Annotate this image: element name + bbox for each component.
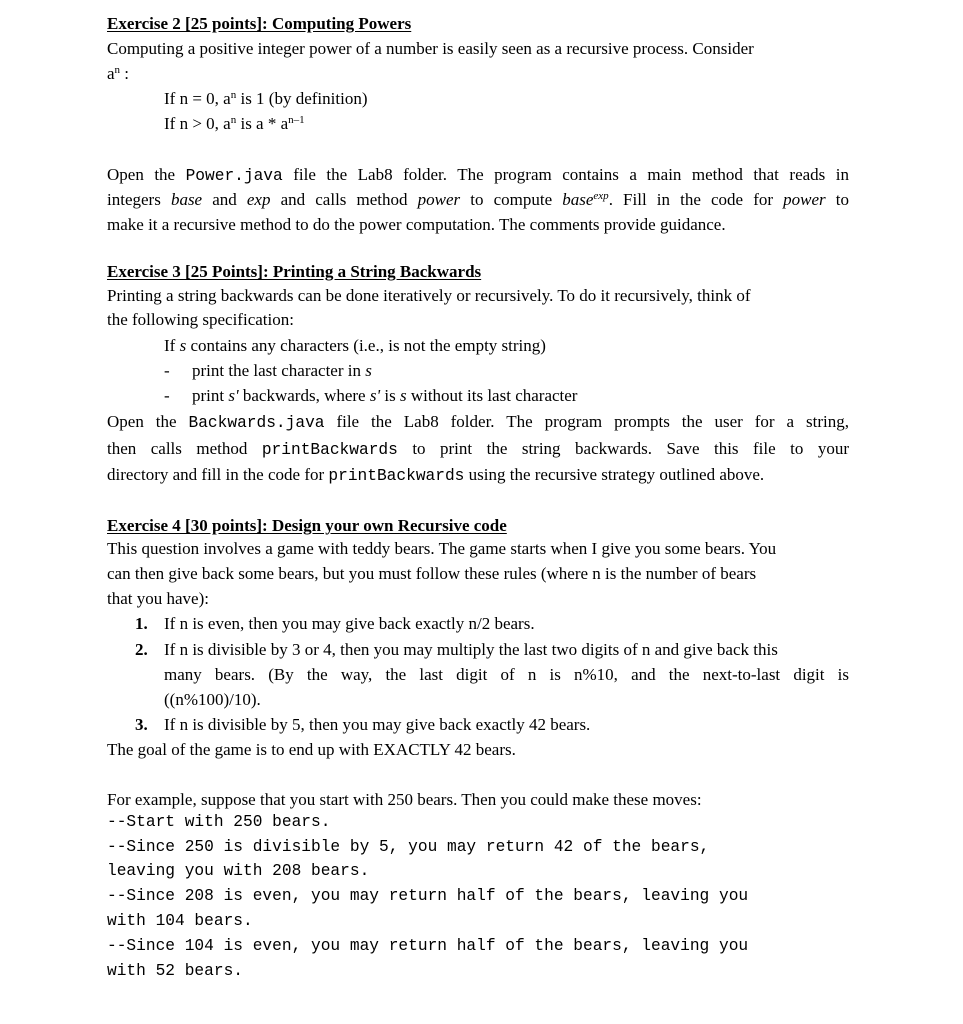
exercise-2-paragraph-line: Open the Power.java file the Lab8 folder. The program contains a main method that reads in: [107, 165, 849, 185]
example-move: with 104 bears.: [107, 912, 253, 930]
game-goal: The goal of the game is to end up with EXACTLY 42 bears.: [107, 740, 516, 759]
rule-number: 1.: [135, 614, 148, 633]
spec-step: print the last character in s: [192, 361, 372, 380]
rule-text: If n is even, then you may give back exactly n/2 bears.: [164, 614, 535, 633]
example-move: leaving you with 208 bears.: [107, 862, 370, 880]
exercise-2-line: $a^n$ :: [107, 64, 130, 83]
example-move: --Since 250 is divisible by 5, you may return 42 of the bears,: [107, 838, 710, 856]
exercise-3-line: Printing a string backwards can be done iteratively or recursively. To do it recursively, think of: [107, 286, 751, 305]
example-intro: For example, suppose that you start with 250 bears. Then you could make these moves:: [107, 790, 702, 809]
example-move: --Since 208 is even, you may return half of the bears, leaving you: [107, 887, 749, 905]
exercise-2-paragraph-line: make it a recursive method to do the power computation. The comments provide guidance.: [107, 215, 726, 234]
rule-text: ((n%100)/10).: [164, 690, 261, 709]
power-rule-recursive-case: If n > 0, $a^n$ is a * $a^{n-1}$: [164, 114, 305, 133]
power-rule-base-case: If n = 0, $a^n$ is 1 (by definition): [164, 89, 368, 108]
rule-number: 3.: [135, 715, 148, 734]
exercise-4-line: This question involves a game with teddy bears. The game starts when I give you some bears. You: [107, 539, 777, 558]
exercise-3-paragraph-line: directory and fill in the code for printBackwards using the recursive strategy outlined above.: [107, 465, 765, 485]
exercise-2-paragraph-line: integers base and exp and calls method power to compute base$^{exp}$. Fill in the code for power to: [107, 190, 849, 209]
spec-step: print s' backwards, where s' is s without its last character: [192, 386, 578, 405]
example-move: --Start with 250 bears.: [107, 813, 331, 831]
spec-bullet-dash: -: [164, 386, 170, 405]
rule-text: If n is divisible by 5, then you may give back exactly 42 bears.: [164, 715, 591, 734]
spec-condition: If s contains any characters (i.e., is not the empty string): [164, 336, 546, 355]
exercise-3-paragraph-line: then calls method printBackwards to print the string backwards. Save this file to your: [107, 439, 849, 459]
exercise-3-paragraph-line: Open the Backwards.java file the Lab8 folder. The program prompts the user for a string,: [107, 412, 850, 432]
exercise-4-line: that you have):: [107, 589, 209, 608]
rule-text: If n is divisible by 3 or 4, then you may multiply the last two digits of n and give back this: [164, 640, 778, 659]
rule-number: 2.: [135, 640, 148, 659]
exercise-2-line: Computing a positive integer power of a number is easily seen as a recursive process. Consider: [107, 39, 754, 58]
exercise-3-line: the following specification:: [107, 310, 294, 329]
exercise-4-line: can then give back some bears, but you must follow these rules (where n is the number of bears: [107, 564, 757, 583]
spec-bullet-dash: -: [164, 361, 170, 380]
rule-text: many bears. (By the way, the last digit of n is n%10, and the next-to-last digit is: [164, 665, 849, 684]
example-move: with 52 bears.: [107, 962, 243, 980]
exercise-2-heading: Exercise 2 [25 points]: Computing Powers: [107, 14, 412, 33]
exercise-4-heading: Exercise 4 [30 points]: Design your own Recursive code: [107, 516, 507, 535]
example-move: --Since 104 is even, you may return half of the bears, leaving you: [107, 937, 749, 955]
exercise-3-heading: Exercise 3 [25 Points]: Printing a String Backwards: [107, 262, 482, 281]
